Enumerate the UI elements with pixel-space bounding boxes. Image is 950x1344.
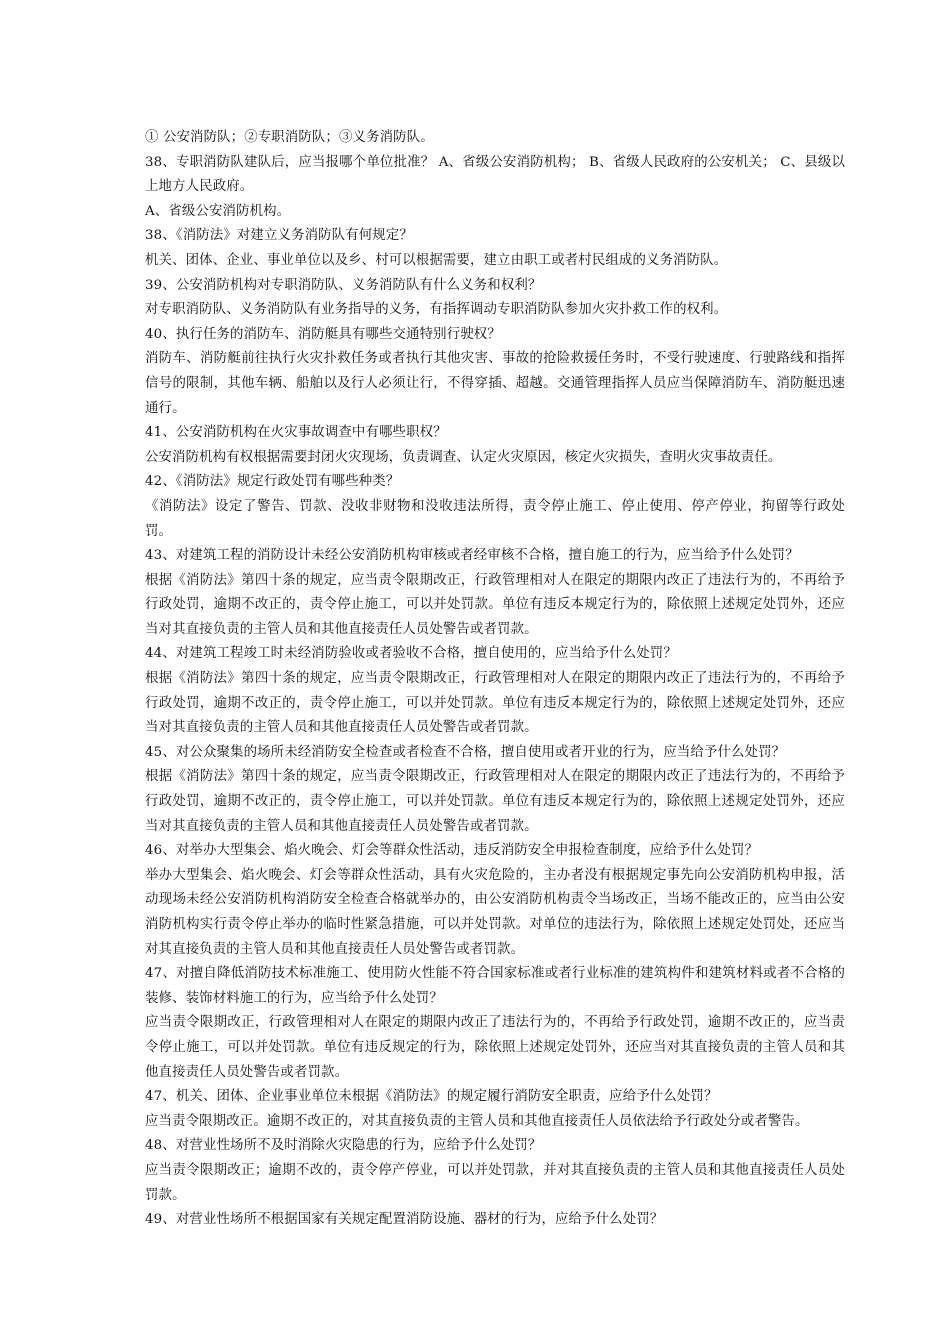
document-body [145,126,845,1233]
question: 48、对营业性场所不及时消除火灾隐患的行为，应给予什么处罚？ [145,1138,542,1154]
answer: 根据《消防法》第四十条的规定，应当责令限期改正，行政管理相对人在限定的期限内改正了违法行为的，不再给予行政处罚，逾期不改正的，责令停止施工，可以并处罚款。单位有违反本规定行为的，除依照上述规定处罚外，还应当对其直接负责的主管人员和其他直接责任人员处警告或者罚款。 [145,572,845,637]
answer: 公安消防机构有权根据需要封闭火灾现场，负责调查、认定火灾原因，核定火灾损失，查明火灾事故责任。 [145,449,782,465]
question: 45、对公众聚集的场所未经消防安全检查或者检查不合格，擅自使用或者开业的行为，应当给予什么处罚？ [145,744,786,760]
answer: 机关、团体、企业、事业单位以及乡、村可以根据需要，建立由职工或者村民组成的义务消防队。 [145,252,728,268]
answer: 应当责令限期改正。逾期不改正的，对其直接负责的主管人员和其他直接责任人员依法给予行政处分或者警告。 [145,1113,809,1129]
question: 46、对举办大型集会、焰火晚会、灯会等群众性活动，违反消防安全申报检查制度，应给予什么处罚？ [145,843,759,859]
question: 42、《消防法》规定行政处罚有哪些种类？ [145,474,400,490]
answer: 应当责令限期改正，行政管理相对人在限定的期限内改正了违法行为的，不再给予行政处罚，逾期不改正的，应当责令停止施工，可以并处罚款。单位有违反规定的行为，除依照上述规定处罚外，还应当对其直接负责的主管人员和其他直接责任人员处警告或者罚款。 [145,1015,845,1080]
question: 44、对建筑工程竣工时未经消防验收或者验收不合格，擅自使用的，应当给予什么处罚？ [145,646,677,662]
question: 47、机关、团体、企业事业单位未根据《消防法》的规定履行消防安全职责，应给予什么处罚？ [145,1089,718,1105]
question: 38、专职消防队建队后，应当报哪个单位批准？ A、省级公安消防机构； B、省级人民政府的公安机关； C、县级以上地方人民政府。 [145,154,845,195]
text-line: ① 公安消防队；②专职消防队；③义务消防队。 [145,130,434,145]
question: 39、公安消防机构对专职消防队、义务消防队有什么义务和权利？ [145,277,542,293]
answer: 应当责令限期改正；逾期不改的，责令停产停业，可以并处罚款，并对其直接负责的主管人员和其他直接责任人员处罚款。 [145,1162,845,1203]
question: 47、对擅自降低消防技术标准施工、使用防火性能不符合国家标准或者行业标准的建筑构件和建筑材料或者不合格的装修、装饰材料施工的行为，应当给予什么处罚？ [145,966,845,1006]
answer: 举办大型集会、焰火晚会、灯会等群众性活动，具有火灾危险的，主办者没有根据规定事先向公安消防机构申报，活动现场未经公安消防机构消防安全检查合格就举办的，由公安消防机构责令当场改正，当场不能改正的，应当由公安消防机构实行责令停止举办的临时性紧急措施，可以并处罚款。对单位的违法行为，除依照上述规定处罚处，还应当对其直接负责的主管人员和其他直接责任人员处警告或者罚款。 [145,867,845,957]
question: 43、对建筑工程的消防设计未经公安消防机构审核或者经审核不合格，擅自施工的行为，应当给予什么处罚？ [145,548,799,564]
answer: 《消防法》设定了警告、罚款、没收非财物和没收违法所得，责令停止施工、停止使用、停产停业，拘留等行政处罚。 [145,498,845,539]
answer: 对专职消防队、义务消防队有业务指导的义务，有指挥调动专职消防队参加火灾扑救工作的权利。 [145,302,728,318]
question: 49、对营业性场所不根据国家有关规定配置消防设施、器材的行为，应给予什么处罚？ [145,1212,664,1228]
question: 38、《消防法》对建立义务消防队有何规定？ [145,228,413,244]
answer: 根据《消防法》第四十条的规定，应当责令限期改正，行政管理相对人在限定的期限内改正了违法行为的，不再给予行政处罚，逾期不改正的，责令停止施工，可以并处罚款。单位有违反本规定行为的，除依照上述规定处罚外，还应当对其直接负责的主管人员和其他直接责任人员处警告或者罚款。 [145,671,845,736]
answer: 消防车、消防艇前往执行火灾扑救任务或者执行其他灾害、事故的抢险救援任务时，不受行驶速度、行驶路线和指挥信号的限制，其他车辆、船舶以及行人必须让行，不得穿插、超越。交通管理指挥人员应当保障消防车、消防艇迅速通行。 [145,351,845,416]
answer: 根据《消防法》第四十条的规定，应当责令限期改正，行政管理相对人在限定的期限内改正了违法行为的，不再给予行政处罚，逾期不改正的，责令停止施工，可以并处罚款。单位有违反本规定行为的，除依照上述规定处罚外，还应当对其直接负责的主管人员和其他直接责任人员处警告或者罚款。 [145,769,845,834]
answer: A、省级公安消防机构。 [145,203,291,219]
question: 41、公安消防机构在火灾事故调查中有哪些职权？ [145,425,447,441]
question: 40、执行任务的消防车、消防艇具有哪些交通特别行驶权？ [145,326,501,342]
